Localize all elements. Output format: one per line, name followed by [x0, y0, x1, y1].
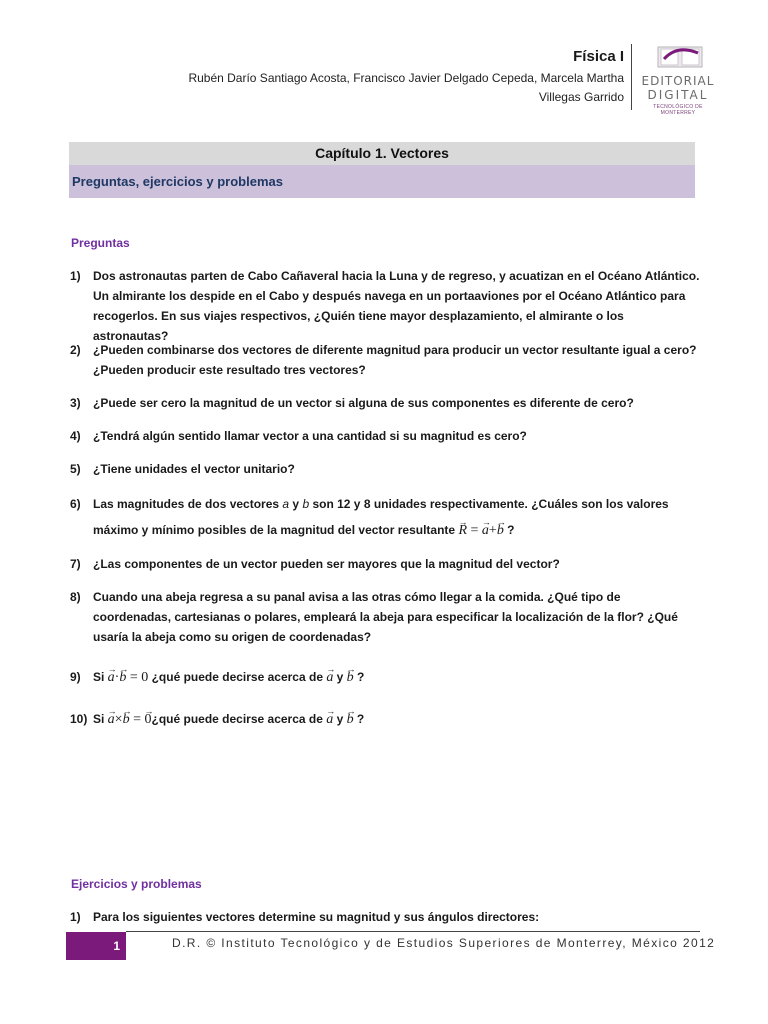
question-text: ¿Tiene unidades el vector unitario? — [93, 462, 295, 476]
question-text: ¿Tendrá algún sentido llamar vector a una cantidad si su magnitud es cero? — [93, 429, 527, 443]
question-number: 9) — [70, 670, 81, 684]
authors-line-2: Villegas Garrido — [538, 90, 624, 104]
question-number: 2) — [70, 343, 81, 357]
question-2 — [70, 340, 700, 380]
page-number: 1 — [66, 932, 126, 960]
book-logo-icon — [656, 44, 704, 70]
question-number: 4) — [70, 429, 81, 443]
question-text: Dos astronautas parten de Cabo Cañaveral hacia la Luna y de regreso, y acuatizan en el Océano Atlántico. Un almirante los despide en el Cabo y después navega en un portaaviones por el Océano Atlántico para recogerlos. En sus viajes respectivos, ¿Quién tiene mayor desplazamiento, el almirante o los astronautas? — [93, 269, 700, 343]
variable-b: b — [302, 497, 310, 511]
question-number: 1) — [70, 269, 81, 283]
logo-word-digital: DIGITAL — [647, 88, 709, 102]
chapter-title: Capítulo 1. Vectores — [69, 142, 695, 165]
question-4 — [70, 426, 700, 446]
question-text: ¿Puede ser cero la magnitud de un vector si alguna de sus componentes es diferente de cero? — [93, 396, 634, 410]
section-title: Preguntas, ejercicios y problemas — [69, 165, 695, 198]
copyright-notice: D.R. © Instituto Tecnológico y de Estudios Superiores de Monterrey, México 2012 — [172, 936, 716, 950]
authors — [144, 69, 624, 107]
exercise-1 — [70, 907, 700, 927]
question-text: Cuando una abeja regresa a su panal avisa a las otras cómo llegar a la comida. ¿Qué tipo de coordenadas, cartesianas o polares, empleará la abeja para especificar la localización de la flor? ¿Qué usaría la abeja como su origen de coordenadas? — [93, 590, 678, 644]
question-text: Las magnitudes de dos vectores a y b son 12 y 8 unidades respectivamente. ¿Cuáles son los valores máximo y mínimo posibles de la magnitud del vector resultante → R = → a+→ b ? — [93, 491, 700, 544]
question-text: Si → a×→ b = → 0¿qué puede decirse acerca de → a y → b ? — [93, 709, 700, 730]
question-text: Si → a·→ b = 0 ¿qué puede decirse acerca de → a y → b ? — [93, 667, 700, 688]
question-7 — [70, 554, 700, 574]
question-1 — [70, 266, 700, 346]
ejercicios-heading: Ejercicios y problemas — [71, 877, 202, 891]
logo-tagline: TECNOLÓGICO DE MONTERREY — [653, 104, 703, 116]
question-5 — [70, 459, 700, 479]
question-8 — [70, 587, 700, 647]
variable-a: a — [282, 497, 290, 511]
logo-word-editorial: EDITORIAL — [641, 74, 715, 88]
footer-divider — [126, 931, 700, 932]
question-3 — [70, 393, 700, 413]
question-number: 5) — [70, 462, 81, 476]
cross-product-formula: → a×→ b = → 0 — [108, 712, 152, 727]
question-9 — [70, 667, 700, 688]
question-6 — [70, 491, 700, 544]
editorial-digital-logo — [636, 44, 720, 116]
dot-product-formula: → a·→ b = 0 — [108, 670, 149, 685]
document-title: Física I — [573, 48, 624, 65]
authors-line-1: Rubén Darío Santiago Acosta, Francisco Javier Delgado Cepeda, Marcela Martha — [188, 71, 624, 85]
question-text: ¿Las componentes de un vector pueden ser mayores que la magnitud del vector? — [93, 557, 560, 571]
question-number: 6) — [70, 497, 81, 511]
header-divider — [631, 44, 632, 110]
question-text: ¿Pueden combinarse dos vectores de diferente magnitud para producir un vector resultante igual a cero? ¿Pueden producir este resultado tres vectores? — [93, 343, 697, 377]
question-10 — [70, 709, 700, 730]
exercise-text: Para los siguientes vectores determine su magnitud y sus ángulos directores: — [93, 910, 540, 924]
exercise-number: 1) — [70, 910, 81, 924]
question-number: 3) — [70, 396, 81, 410]
preguntas-heading: Preguntas — [71, 236, 130, 250]
question-number: 10) — [70, 712, 88, 726]
question-number: 7) — [70, 557, 81, 571]
resultant-vector-formula: → R = → a+→ b — [458, 523, 503, 538]
question-number: 8) — [70, 590, 81, 604]
